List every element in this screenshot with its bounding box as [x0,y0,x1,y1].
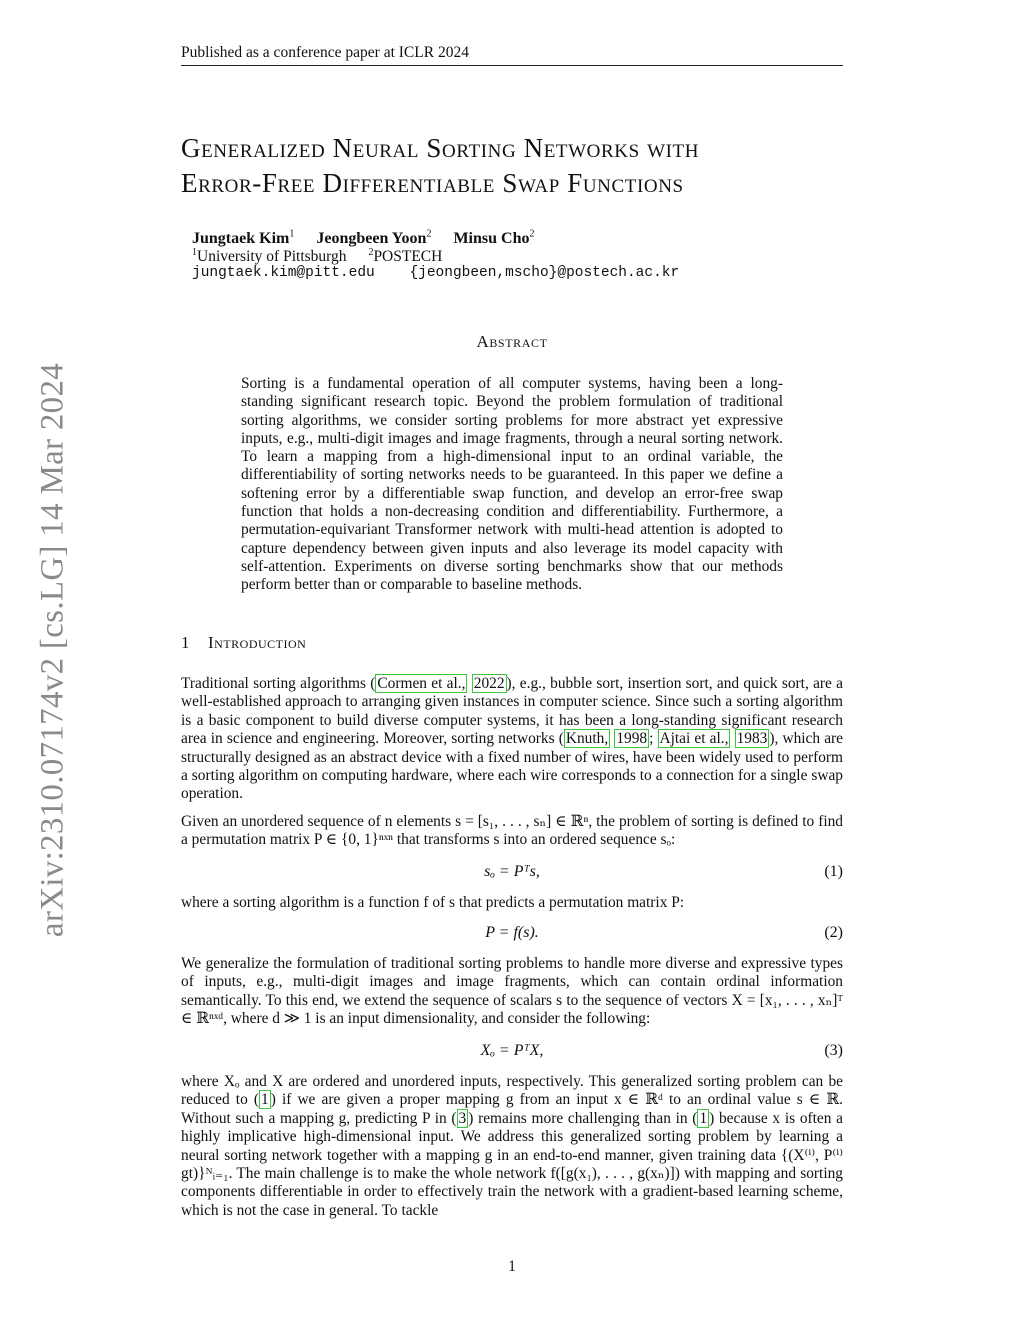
title-line-1: Generalized Neural Sorting Networks with [181,133,700,163]
section-number: 1 [181,633,190,652]
paragraph-intro-4: We generalize the formulation of traditional sorting problems to handle more diverse and expressive types of inputs, e.g., multi-digit images and image fragments, which can contain ordinal information semantically. To this end, we extend the sequence of scalars s to the sequence of vectors X = [x₁, . . . , xₙ]ᵀ ∈ ℝⁿˣᵈ, where d ≫ 1 is an input dimensionality, and consider the following: [181,955,843,1028]
paragraph-intro-2: Given an unordered sequence of n elements s = [s₁, . . . , sₙ] ∈ ℝⁿ, the problem of sorting is defined to find a permutation matrix P ∈ {0, 1}ⁿˣⁿ that transforms s into an ordered sequence sₒ: [181,813,843,849]
equation-ref-link[interactable]: 1 [699,1109,708,1127]
equation-number: (3) [824,1042,843,1059]
citation-link[interactable]: Ajtai et al., [659,730,729,748]
equation-number: (1) [824,863,843,880]
arxiv-stamp[interactable]: arXiv:2310.07174v2 [cs.LG] 14 Mar 2024 [34,362,71,938]
email[interactable]: jungtaek.kim@pitt.edu [192,265,375,281]
citation-link[interactable]: 1998 [616,730,648,748]
paragraph-intro-1: Traditional sorting algorithms ( Cormen et al., 2022 ), e.g., bubble sort, insertion sort, and quick sort, are a well-established approach to arranging given instances in computer science. Since such a sorting algorithm is a basic component to build diverse computer systems, it has been a long-standing significant research area in science and engineering. Moreover, sorting networks ( Knuth, 1998 ; Ajtai et al., 1983 ), which are structurally designed as an abstract device with a fixed number of wires, have been widely used to perform a sorting algorithm on computing hardware, where each wire corresponds to a connection for a single swap operation. [181,675,844,803]
page-number: 1 [508,1258,516,1275]
author: Minsu Cho$^2$ [453,229,535,248]
abstract-heading: Abstract [476,332,548,351]
title-line-2: Error-Free Differentiable Swap Functions [181,168,684,198]
equation-ref-link[interactable]: 3 [458,1109,467,1127]
author: Jungtaek Kim$^1$ [192,229,295,248]
email[interactable]: {jeongbeen,mscho}@postech.ac.kr [409,265,680,281]
equation-expression: P = f(s). [485,924,539,941]
equation-expression: sₒ = Pᵀs, [484,863,540,880]
paragraph-intro-3: where a sorting algorithm is a function f of s that predicts a permutation matrix P: [181,894,685,911]
affiliation: $^2$POSTECH [368,247,443,266]
email-list [192,265,705,281]
paper-title [181,131,881,201]
equation-ref-link[interactable]: 1 [261,1091,269,1109]
citation-link[interactable]: 1983 [736,730,768,748]
header-rule [181,65,843,66]
citation-link[interactable]: 2022 [473,675,505,692]
abstract-text: Sorting is a fundamental operation of all computer systems, having been a long-standing significant research topic. Beyond the problem formulation of traditional sorting algorithms, we consider sorting problems for more abstract yet expressive inputs, e.g., multi-digit images and image fragments, through a neural sorting network. To learn a mapping from a high-dimensional input to an ordinal variable, the differentiability of sorting networks needs to be guaranteed. In this paper we define a softening error by a differentiable swap function, and develop an error-free swap function that holds a non-decreasing condition and differentiability. Furthermore, a permutation-equivariant Transformer network with multi-head attention is adopted to capture dependency between given inputs and also leverage its model capacity with self-attention. Experiments on diverse sorting benchmarks show that our methods perform better than or comparable to baseline methods. [241,375,783,594]
citation-link[interactable]: Knuth, [565,730,609,748]
running-header: Published as a conference paper at ICLR 2024 [181,44,469,61]
citation-link[interactable]: Cormen et al., [377,675,466,692]
section-title: Introduction [208,633,307,652]
author-list [192,229,552,248]
author: Jeongbeen Yoon$^2$ [316,229,432,248]
equation-number: (2) [824,924,843,941]
affiliation-list [192,247,460,266]
equation-expression: Xₒ = PᵀX, [480,1042,544,1059]
section-heading [181,633,306,653]
affiliation: $^1$University of Pittsburgh [192,247,347,266]
paragraph-intro-5: where Xₒ and X are ordered and unordered inputs, respectively. This generalized sorting problem can be reduced to ( 1 ) if we are given a proper mapping g from an input x ∈ ℝᵈ to an ordinal value s ∈ ℝ. Without such a mapping g, predicting P in ( 3 ) remains more challenging than in ( 1 ) because x is often a highly implicative high-dimensional input. We address this generalized sorting problem by learning a neural sorting network together with a mapping g in an end-to-end manner, given training data {(X⁽ⁱ⁾, P⁽ⁱ⁾gt)}ᴺᵢ₌₁. The main challenge is to make the whole network f([g(x₁), . . . , g(xₙ)]) with mapping and sorting components differentiable in order to effectively train the network with a gradient-based learning scheme, which is not the case in general. To tackle [181,1073,844,1219]
